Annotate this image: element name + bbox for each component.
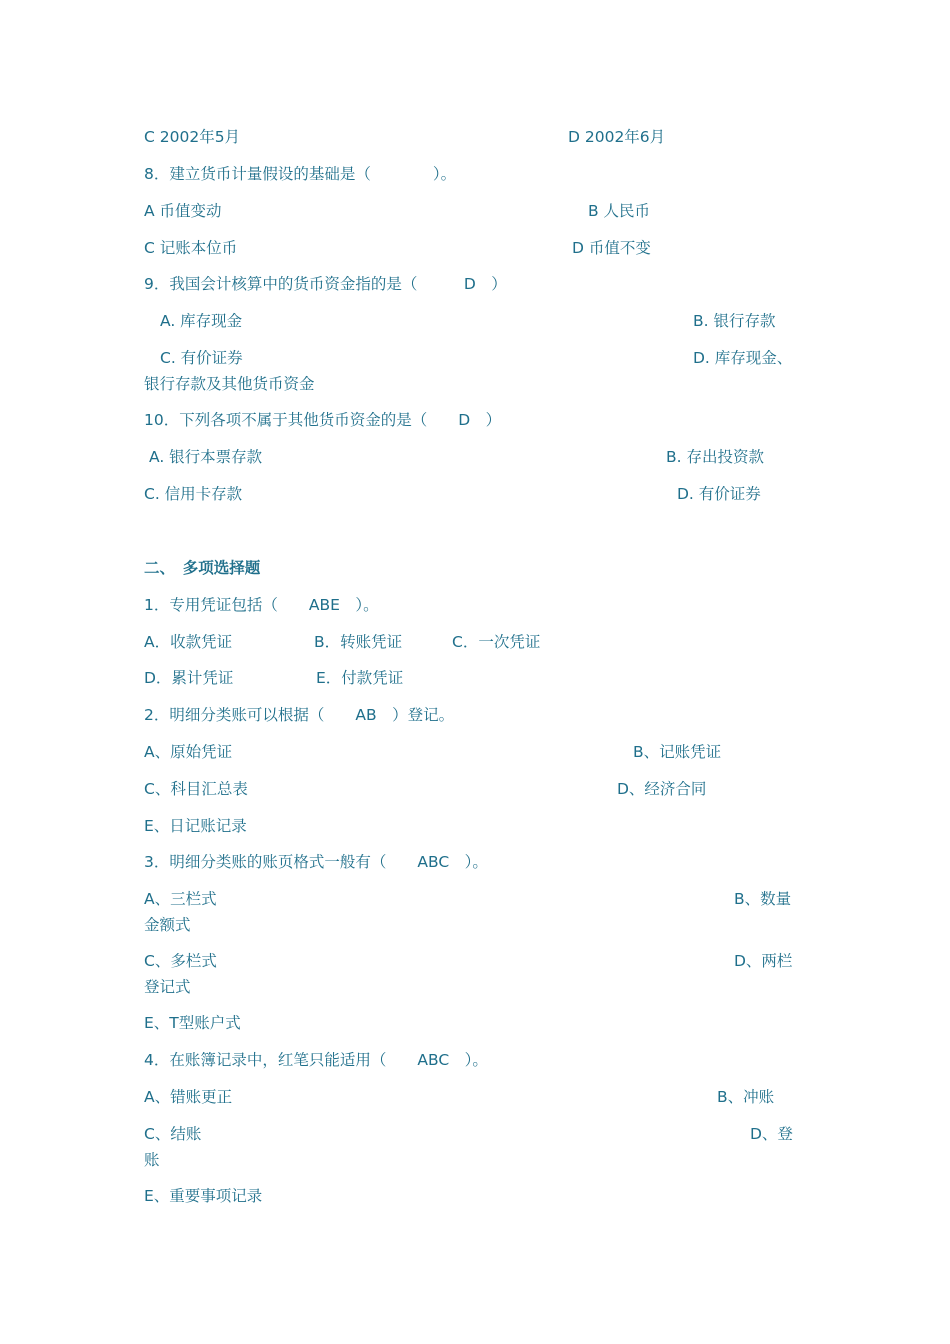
q9-option-c: C. 有价证券: [160, 349, 243, 367]
q9-option-a: A. 库存现金: [160, 312, 243, 330]
q8-stem: 8．建立货币计量假设的基础是（ ）。: [144, 165, 457, 183]
m2-stem: 2．明细分类账可以根据（ AB ）登记。: [144, 706, 455, 724]
m4-option-b: B、冲账: [717, 1088, 775, 1106]
q9-option-d-continued: 银行存款及其他货币资金: [144, 375, 315, 393]
q8-option-d: D 币值不变: [572, 239, 651, 257]
q10-stem: 10．下列各项不属于其他货币资金的是（ D ）: [144, 411, 502, 429]
q8-option-b: B 人民币: [588, 202, 651, 220]
m3-option-b-continued: 金额式: [144, 916, 191, 934]
m3-option-d: D、两栏: [734, 952, 793, 970]
q9-option-b: B. 银行存款: [693, 312, 776, 330]
q7-option-d: D 2002年6月: [568, 128, 666, 146]
q10-option-c: C. 信用卡存款: [144, 485, 243, 503]
q9-stem: 9．我国会计核算中的货币资金指的是（ D ）: [144, 275, 507, 293]
m4-option-e: E、重要事项记录: [144, 1187, 263, 1205]
q10-option-a: A. 银行本票存款: [149, 448, 263, 466]
m1-stem: 1．专用凭证包括（ ABE ）。: [144, 596, 379, 614]
m2-option-d: D、经济合同: [617, 780, 707, 798]
section-heading: 二、 多项选择题: [144, 559, 261, 577]
m3-option-d-continued: 登记式: [144, 978, 191, 996]
m2-option-a: A、原始凭证: [144, 743, 233, 761]
m2-option-c: C、科目汇总表: [144, 780, 248, 798]
m3-option-e: E、T型账户式: [144, 1014, 241, 1032]
m3-option-c: C、多栏式: [144, 952, 217, 970]
q10-option-b: B. 存出投资款: [666, 448, 764, 466]
m3-stem: 3．明细分类账的账页格式一般有（ ABC ）。: [144, 853, 488, 871]
q9-option-d: D. 库存现金、: [693, 349, 793, 367]
m3-option-b: B、数量: [734, 890, 792, 908]
q7-option-c: C 2002年5月: [144, 128, 241, 146]
m1-option-b: B．转账凭证: [314, 633, 403, 651]
m2-option-e: E、日记账记录: [144, 817, 247, 835]
q8-option-a: A 币值变动: [144, 202, 222, 220]
m2-option-b: B、记账凭证: [633, 743, 722, 761]
m1-option-a: A．收款凭证: [144, 633, 233, 651]
m4-option-c: C、结账: [144, 1125, 202, 1143]
m4-stem: 4．在账簿记录中，红笔只能适用（ ABC ）。: [144, 1051, 488, 1069]
m3-option-a: A、三栏式: [144, 890, 217, 908]
m1-option-e: E．付款凭证: [316, 669, 404, 687]
m4-option-a: A、错账更正: [144, 1088, 233, 1106]
m1-option-c: C．一次凭证: [452, 633, 541, 651]
m1-option-d: D．累计凭证: [144, 669, 234, 687]
q8-option-c: C 记账本位币: [144, 239, 238, 257]
q10-option-d: D. 有价证券: [677, 485, 761, 503]
m4-option-d: D、登: [750, 1125, 793, 1143]
m4-option-d-continued: 账: [144, 1151, 160, 1169]
